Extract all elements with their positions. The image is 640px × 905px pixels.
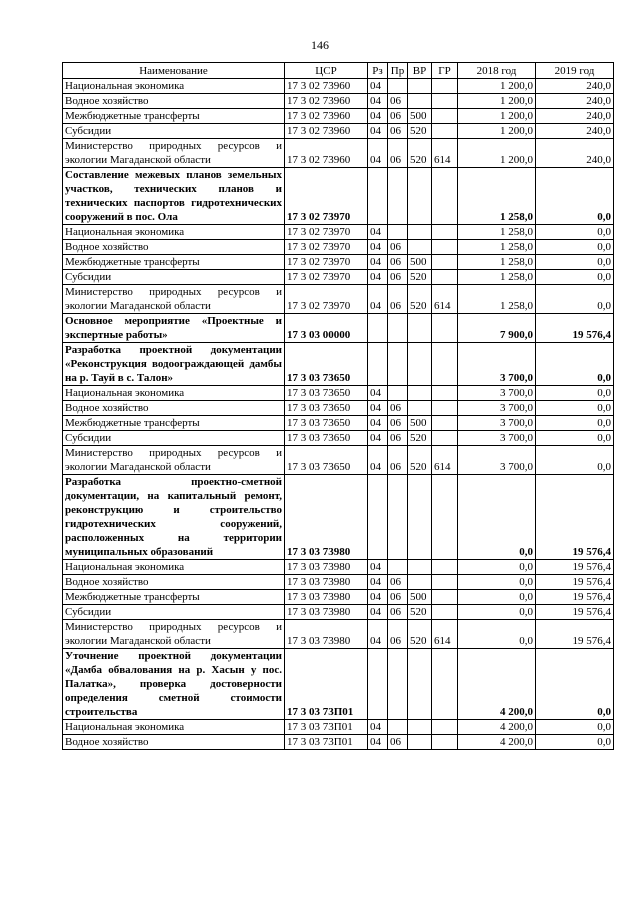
cell-name: Министерство природных ресурсов и экологии Магаданской области [63, 620, 285, 649]
page-number: 146 [311, 38, 329, 52]
cell-rz: 04 [368, 139, 388, 168]
header-rz: Рз [368, 63, 388, 79]
cell-name: Министерство природных ресурсов и экологии Магаданской области [63, 446, 285, 475]
cell-csr: 17 3 02 73970 [285, 168, 368, 225]
header-pr: Пр [388, 63, 408, 79]
table-row [63, 386, 614, 401]
cell-pr: 06 [388, 735, 408, 750]
table-row [63, 446, 614, 475]
cell-vr [408, 575, 432, 590]
cell-pr: 06 [388, 575, 408, 590]
cell-2018: 4 200,0 [458, 735, 536, 750]
cell-rz: 04 [368, 240, 388, 255]
cell-2018: 1 258,0 [458, 255, 536, 270]
cell-pr: 06 [388, 109, 408, 124]
cell-2018: 1 200,0 [458, 139, 536, 168]
cell-name: Межбюджетные трансферты [63, 109, 285, 124]
cell-gr [432, 124, 458, 139]
cell-csr: 17 3 02 73960 [285, 79, 368, 94]
cell-rz: 04 [368, 605, 388, 620]
cell-gr [432, 431, 458, 446]
table-body [63, 79, 614, 750]
cell-csr: 17 3 03 73650 [285, 446, 368, 475]
cell-2018: 1 258,0 [458, 168, 536, 225]
cell-name: Национальная экономика [63, 720, 285, 735]
cell-name: Национальная экономика [63, 560, 285, 575]
cell-gr: 614 [432, 446, 458, 475]
cell-gr [432, 240, 458, 255]
cell-csr: 17 3 02 73970 [285, 240, 368, 255]
cell-2019: 240,0 [536, 124, 614, 139]
cell-2018: 0,0 [458, 620, 536, 649]
cell-name: Министерство природных ресурсов и экологии Магаданской области [63, 285, 285, 314]
table-row [63, 225, 614, 240]
cell-vr: 520 [408, 446, 432, 475]
cell-2018: 0,0 [458, 475, 536, 560]
cell-pr [388, 475, 408, 560]
cell-2019: 0,0 [536, 431, 614, 446]
cell-pr: 06 [388, 139, 408, 168]
cell-pr: 06 [388, 94, 408, 109]
cell-2019: 19 576,4 [536, 560, 614, 575]
cell-gr [432, 109, 458, 124]
cell-2018: 1 258,0 [458, 240, 536, 255]
table-row [63, 431, 614, 446]
cell-pr: 06 [388, 605, 408, 620]
cell-rz: 04 [368, 285, 388, 314]
cell-2019: 0,0 [536, 649, 614, 720]
cell-2019: 240,0 [536, 94, 614, 109]
cell-name: Водное хозяйство [63, 735, 285, 750]
cell-rz: 04 [368, 620, 388, 649]
table-row [63, 255, 614, 270]
table-row [63, 270, 614, 285]
table-row [63, 605, 614, 620]
cell-gr [432, 605, 458, 620]
cell-2019: 0,0 [536, 386, 614, 401]
cell-name: Национальная экономика [63, 79, 285, 94]
cell-2019: 19 576,4 [536, 575, 614, 590]
cell-vr [408, 343, 432, 386]
cell-2019: 19 576,4 [536, 590, 614, 605]
cell-name: Межбюджетные трансферты [63, 255, 285, 270]
header-name: Наименование [63, 63, 285, 79]
header-2018: 2018 год [458, 63, 536, 79]
cell-rz: 04 [368, 225, 388, 240]
cell-2019: 0,0 [536, 401, 614, 416]
cell-pr [388, 168, 408, 225]
cell-name: Национальная экономика [63, 386, 285, 401]
cell-rz: 04 [368, 401, 388, 416]
cell-pr [388, 314, 408, 343]
cell-name: Межбюджетные трансферты [63, 590, 285, 605]
table-row [63, 735, 614, 750]
table-row [63, 416, 614, 431]
cell-2018: 3 700,0 [458, 386, 536, 401]
cell-vr: 500 [408, 255, 432, 270]
table-row [63, 79, 614, 94]
cell-rz: 04 [368, 735, 388, 750]
cell-vr [408, 560, 432, 575]
cell-csr: 17 3 02 73960 [285, 109, 368, 124]
cell-vr [408, 720, 432, 735]
cell-2019: 0,0 [536, 225, 614, 240]
cell-csr: 17 3 03 73980 [285, 620, 368, 649]
cell-rz [368, 475, 388, 560]
cell-2018: 3 700,0 [458, 446, 536, 475]
cell-pr [388, 720, 408, 735]
cell-vr: 500 [408, 590, 432, 605]
table-row [63, 575, 614, 590]
table-row [63, 620, 614, 649]
cell-vr: 500 [408, 416, 432, 431]
cell-2018: 1 200,0 [458, 124, 536, 139]
cell-gr [432, 168, 458, 225]
cell-name: Субсидии [63, 605, 285, 620]
cell-pr [388, 225, 408, 240]
cell-2019: 0,0 [536, 446, 614, 475]
cell-csr: 17 3 03 73650 [285, 386, 368, 401]
cell-gr [432, 255, 458, 270]
cell-rz: 04 [368, 416, 388, 431]
cell-2018: 3 700,0 [458, 416, 536, 431]
cell-rz: 04 [368, 255, 388, 270]
cell-csr: 17 3 02 73970 [285, 285, 368, 314]
cell-rz [368, 168, 388, 225]
cell-vr [408, 225, 432, 240]
cell-2019: 19 576,4 [536, 475, 614, 560]
cell-name: Основное мероприятие «Проектные и экспертные работы» [63, 314, 285, 343]
cell-vr [408, 314, 432, 343]
cell-gr [432, 401, 458, 416]
cell-2018: 7 900,0 [458, 314, 536, 343]
cell-gr [432, 735, 458, 750]
cell-2019: 19 576,4 [536, 620, 614, 649]
cell-rz [368, 649, 388, 720]
cell-gr: 614 [432, 139, 458, 168]
cell-2019: 240,0 [536, 139, 614, 168]
cell-pr [388, 343, 408, 386]
cell-pr: 06 [388, 255, 408, 270]
cell-name: Межбюджетные трансферты [63, 416, 285, 431]
cell-csr: 17 3 02 73960 [285, 94, 368, 109]
cell-vr: 520 [408, 139, 432, 168]
cell-rz: 04 [368, 720, 388, 735]
table-row [63, 401, 614, 416]
cell-vr [408, 94, 432, 109]
cell-2019: 0,0 [536, 735, 614, 750]
cell-csr: 17 3 02 73960 [285, 139, 368, 168]
cell-csr: 17 3 03 73980 [285, 475, 368, 560]
cell-name: Водное хозяйство [63, 240, 285, 255]
cell-pr: 06 [388, 240, 408, 255]
cell-vr: 500 [408, 109, 432, 124]
cell-rz: 04 [368, 386, 388, 401]
cell-vr: 520 [408, 620, 432, 649]
cell-pr: 06 [388, 285, 408, 314]
cell-name: Министерство природных ресурсов и экологии Магаданской области [63, 139, 285, 168]
cell-name: Субсидии [63, 270, 285, 285]
cell-gr [432, 590, 458, 605]
cell-rz [368, 314, 388, 343]
cell-gr [432, 343, 458, 386]
cell-name: Разработка проектно-сметной документации, на капитальный ремонт, реконструкцию и строительство гидротехнических сооружений, расположенных на территории муниципальных образований [63, 475, 285, 560]
cell-name: Водное хозяйство [63, 401, 285, 416]
cell-pr [388, 649, 408, 720]
table-row [63, 109, 614, 124]
cell-2018: 4 200,0 [458, 720, 536, 735]
cell-2018: 4 200,0 [458, 649, 536, 720]
cell-2019: 240,0 [536, 79, 614, 94]
cell-vr: 520 [408, 270, 432, 285]
cell-gr [432, 94, 458, 109]
cell-csr: 17 3 03 73П01 [285, 649, 368, 720]
table-row [63, 343, 614, 386]
cell-2019: 0,0 [536, 720, 614, 735]
cell-rz: 04 [368, 590, 388, 605]
cell-pr: 06 [388, 401, 408, 416]
cell-pr: 06 [388, 590, 408, 605]
cell-name: Водное хозяйство [63, 575, 285, 590]
cell-vr [408, 401, 432, 416]
cell-2018: 1 200,0 [458, 79, 536, 94]
cell-gr [432, 79, 458, 94]
cell-name: Субсидии [63, 124, 285, 139]
cell-pr [388, 386, 408, 401]
cell-2019: 0,0 [536, 285, 614, 314]
cell-csr: 17 3 03 00000 [285, 314, 368, 343]
cell-gr [432, 475, 458, 560]
cell-csr: 17 3 02 73970 [285, 270, 368, 285]
table-row [63, 560, 614, 575]
cell-vr [408, 79, 432, 94]
table-row [63, 285, 614, 314]
cell-pr [388, 79, 408, 94]
header-vr: ВР [408, 63, 432, 79]
cell-gr [432, 416, 458, 431]
cell-csr: 17 3 02 73970 [285, 225, 368, 240]
cell-2019: 0,0 [536, 240, 614, 255]
cell-2018: 1 258,0 [458, 270, 536, 285]
cell-vr: 520 [408, 124, 432, 139]
cell-csr: 17 3 03 73980 [285, 590, 368, 605]
cell-vr [408, 735, 432, 750]
cell-csr: 17 3 03 73650 [285, 343, 368, 386]
cell-2018: 1 200,0 [458, 109, 536, 124]
cell-gr [432, 649, 458, 720]
cell-pr: 06 [388, 620, 408, 649]
cell-csr: 17 3 03 73650 [285, 431, 368, 446]
cell-vr: 520 [408, 431, 432, 446]
cell-2019: 0,0 [536, 416, 614, 431]
table-header-row [63, 63, 614, 79]
cell-name: Водное хозяйство [63, 94, 285, 109]
cell-rz: 04 [368, 560, 388, 575]
cell-gr [432, 314, 458, 343]
table-row [63, 139, 614, 168]
cell-2018: 3 700,0 [458, 401, 536, 416]
header-csr: ЦСР [285, 63, 368, 79]
cell-2018: 0,0 [458, 605, 536, 620]
cell-csr: 17 3 03 73П01 [285, 735, 368, 750]
cell-vr: 520 [408, 285, 432, 314]
cell-rz: 04 [368, 575, 388, 590]
cell-2018: 0,0 [458, 590, 536, 605]
cell-gr [432, 225, 458, 240]
cell-csr: 17 3 02 73960 [285, 124, 368, 139]
cell-2019: 240,0 [536, 109, 614, 124]
cell-name: Разработка проектной документации «Реконструкция водоограждающей дамбы на р. Тауй в с. Талон» [63, 343, 285, 386]
table-row [63, 314, 614, 343]
cell-rz: 04 [368, 109, 388, 124]
cell-gr [432, 560, 458, 575]
cell-2018: 1 258,0 [458, 225, 536, 240]
cell-name: Составление межевых планов земельных участков, технических планов и технических паспортов гидротехнических сооружений в пос. Ола [63, 168, 285, 225]
cell-vr [408, 475, 432, 560]
cell-name: Субсидии [63, 431, 285, 446]
cell-rz: 04 [368, 94, 388, 109]
cell-gr: 614 [432, 620, 458, 649]
cell-csr: 17 3 03 73650 [285, 401, 368, 416]
cell-vr [408, 649, 432, 720]
table-row [63, 475, 614, 560]
cell-csr: 17 3 02 73970 [285, 255, 368, 270]
header-gr: ГР [432, 63, 458, 79]
cell-gr [432, 575, 458, 590]
cell-2019: 0,0 [536, 270, 614, 285]
cell-csr: 17 3 03 73980 [285, 560, 368, 575]
cell-2018: 0,0 [458, 560, 536, 575]
table-row [63, 240, 614, 255]
cell-csr: 17 3 03 73980 [285, 605, 368, 620]
cell-2019: 0,0 [536, 168, 614, 225]
table-row [63, 124, 614, 139]
cell-2019: 19 576,4 [536, 605, 614, 620]
cell-2018: 1 258,0 [458, 285, 536, 314]
cell-name: Уточнение проектной документации «Дамба обвалования на р. Хасын у пос. Палатка», проверка достоверности определения сметной стоимости строительства [63, 649, 285, 720]
cell-rz: 04 [368, 431, 388, 446]
cell-rz [368, 343, 388, 386]
cell-vr: 520 [408, 605, 432, 620]
cell-2019: 0,0 [536, 255, 614, 270]
cell-pr: 06 [388, 431, 408, 446]
cell-rz: 04 [368, 79, 388, 94]
cell-csr: 17 3 03 73П01 [285, 720, 368, 735]
cell-2018: 0,0 [458, 575, 536, 590]
cell-gr [432, 270, 458, 285]
cell-2019: 0,0 [536, 343, 614, 386]
cell-rz: 04 [368, 446, 388, 475]
cell-vr [408, 386, 432, 401]
cell-pr: 06 [388, 124, 408, 139]
cell-pr [388, 560, 408, 575]
cell-2018: 3 700,0 [458, 431, 536, 446]
cell-rz: 04 [368, 124, 388, 139]
budget-table [62, 62, 614, 750]
cell-pr: 06 [388, 270, 408, 285]
cell-gr [432, 720, 458, 735]
cell-2018: 1 200,0 [458, 94, 536, 109]
table-row [63, 94, 614, 109]
cell-csr: 17 3 03 73650 [285, 416, 368, 431]
cell-2018: 3 700,0 [458, 343, 536, 386]
table-row [63, 649, 614, 720]
cell-rz: 04 [368, 270, 388, 285]
table-row [63, 720, 614, 735]
header-2019: 2019 год [536, 63, 614, 79]
cell-vr [408, 240, 432, 255]
cell-vr [408, 168, 432, 225]
cell-gr: 614 [432, 285, 458, 314]
cell-pr: 06 [388, 416, 408, 431]
cell-2019: 19 576,4 [536, 314, 614, 343]
cell-pr: 06 [388, 446, 408, 475]
table-row [63, 590, 614, 605]
table-row [63, 168, 614, 225]
cell-gr [432, 386, 458, 401]
cell-name: Национальная экономика [63, 225, 285, 240]
cell-csr: 17 3 03 73980 [285, 575, 368, 590]
